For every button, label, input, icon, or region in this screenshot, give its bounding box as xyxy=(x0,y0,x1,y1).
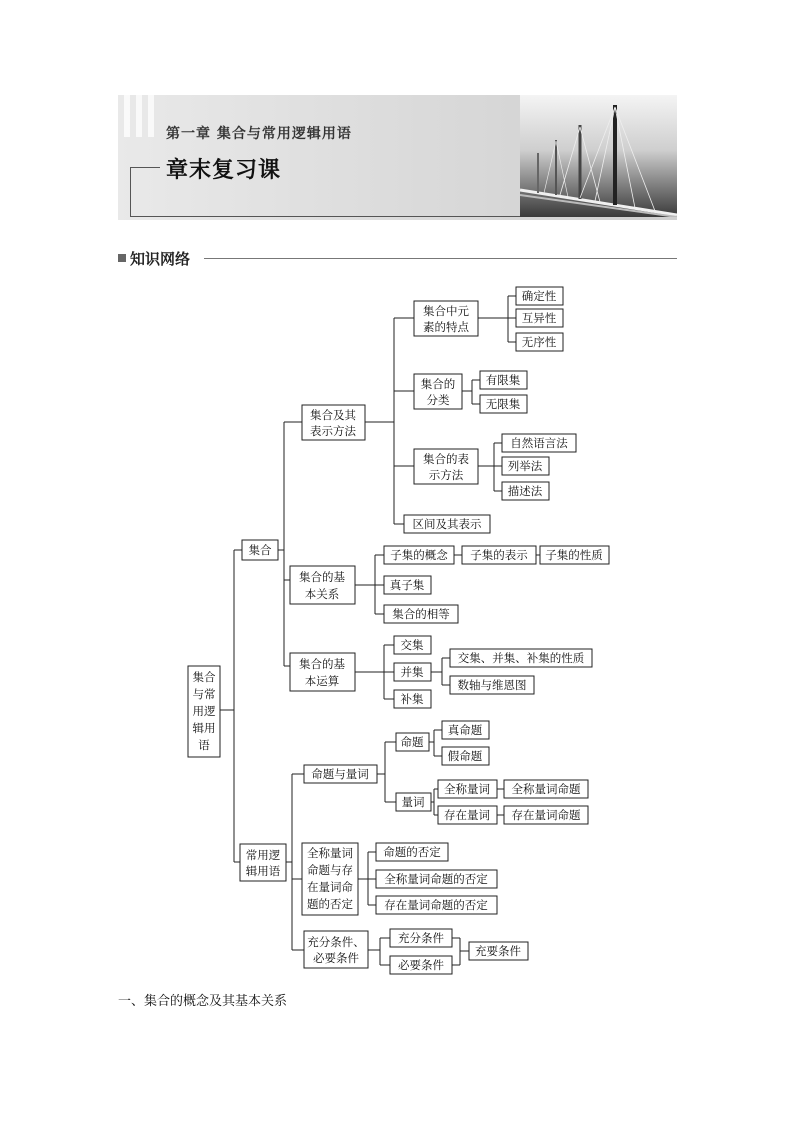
node-conditions-line-1: 充分条件、 xyxy=(307,935,365,949)
node-basic-relations xyxy=(290,566,355,604)
node-quantifier xyxy=(396,793,431,811)
node-complement-label: 补集 xyxy=(400,692,424,706)
node-sufficient-label: 充分条件 xyxy=(398,931,444,945)
node-set-repr xyxy=(302,405,365,440)
node-subset-concept-label: 子集的概念 xyxy=(390,548,448,562)
chapter-label: 第一章 集合与常用逻辑用语 xyxy=(166,126,352,142)
node-unordered xyxy=(516,333,563,351)
node-unordered-label: 无序性 xyxy=(521,335,557,349)
node-negation-line-3: 在量词命 xyxy=(307,880,353,894)
node-negation-line-4: 题的否定 xyxy=(307,897,353,911)
node-universal-negation-label: 全称量词命题的否定 xyxy=(384,872,488,886)
node-universal-prop xyxy=(504,780,588,798)
node-negation-line-2: 命题与存 xyxy=(307,863,353,877)
node-infinite xyxy=(480,395,527,413)
node-existential-negation-label: 存在量词命题的否定 xyxy=(384,898,488,912)
node-elem-features-line-1: 集合中元 xyxy=(423,304,469,318)
node-intersection-label: 交集 xyxy=(400,638,424,652)
node-basic-ops xyxy=(290,653,355,691)
node-prop-quant xyxy=(304,765,377,783)
node-natural-lang xyxy=(502,434,576,452)
node-proposition xyxy=(396,733,429,751)
node-subset-props-label: 子集的性质 xyxy=(545,548,603,562)
node-finite xyxy=(480,371,527,389)
node-subset-concept xyxy=(384,546,454,564)
node-union-label: 并集 xyxy=(400,665,424,679)
node-basic-relations-line-1: 集合的基 xyxy=(299,570,345,584)
node-prop-quant-label: 命题与量词 xyxy=(311,767,369,781)
node-intersection xyxy=(394,636,431,654)
node-sufficient xyxy=(390,929,452,947)
node-proper-subset-label: 真子集 xyxy=(389,578,425,592)
node-repr-methods-line-1: 集合的表 xyxy=(423,452,469,466)
node-set-equality xyxy=(384,605,458,623)
node-set-equality-label: 集合的相等 xyxy=(392,607,450,621)
node-repr-methods-line-2: 示方法 xyxy=(428,468,464,482)
node-sufficient-necessary xyxy=(469,942,528,960)
node-set-repr-line-2: 表示方法 xyxy=(310,424,356,438)
node-certainty-label: 确定性 xyxy=(521,289,557,303)
node-set-repr-line-1: 集合及其 xyxy=(310,408,356,422)
node-distinctness xyxy=(516,309,563,327)
node-subset-repr-label: 子集的表示 xyxy=(470,548,528,562)
node-necessary-label: 必要条件 xyxy=(398,958,444,972)
node-basic-ops-line-1: 集合的基 xyxy=(299,657,345,671)
node-necessary xyxy=(390,956,452,974)
node-existential-negation xyxy=(376,896,497,914)
node-finite-label: 有限集 xyxy=(485,373,521,387)
node-root xyxy=(188,666,220,757)
node-interval xyxy=(404,515,490,533)
node-prop-negation xyxy=(376,843,448,861)
node-existential-q-label: 存在量词 xyxy=(444,808,490,822)
node-universal-prop-label: 全称量词命题 xyxy=(511,782,581,796)
node-set-label: 集合 xyxy=(248,543,272,557)
node-complement xyxy=(394,690,431,708)
node-universal-negation xyxy=(376,870,497,888)
node-repr-methods xyxy=(414,449,478,484)
node-false-prop xyxy=(442,747,489,765)
node-logic-line-1: 常用逻 xyxy=(245,848,281,862)
node-root-line-4: 辑用 xyxy=(192,721,216,735)
node-root-line-2: 与常 xyxy=(192,687,216,701)
node-union xyxy=(394,663,431,681)
node-conditions-line-2: 必要条件 xyxy=(313,951,359,965)
node-existential-prop xyxy=(504,806,588,824)
node-ops-props xyxy=(450,649,592,667)
node-elem-features xyxy=(414,301,478,336)
node-sufficient-necessary-label: 充要条件 xyxy=(475,944,521,958)
node-universal-q-label: 全称量词 xyxy=(444,782,490,796)
node-negation-group xyxy=(302,843,358,915)
node-elem-features-line-2: 素的特点 xyxy=(423,320,469,334)
node-root-line-5: 语 xyxy=(198,738,210,752)
node-existential-q xyxy=(438,806,497,824)
node-quantifier-label: 量词 xyxy=(401,795,425,809)
node-basic-relations-line-2: 本关系 xyxy=(304,587,340,601)
node-infinite-label: 无限集 xyxy=(485,397,521,411)
node-number-line-venn xyxy=(450,676,534,694)
node-ops-props-label: 交集、并集、补集的性质 xyxy=(457,651,585,665)
node-prop-negation-label: 命题的否定 xyxy=(383,845,441,859)
node-classification xyxy=(414,374,462,409)
node-existential-prop-label: 存在量词命题 xyxy=(511,808,581,822)
node-negation-line-1: 全称量词 xyxy=(307,846,353,860)
node-number-line-venn-label: 数轴与维恩图 xyxy=(457,678,527,692)
node-proposition-label: 命题 xyxy=(400,735,424,749)
node-logic xyxy=(240,844,286,881)
node-natural-lang-label: 自然语言法 xyxy=(510,436,568,450)
node-classification-line-2: 分类 xyxy=(426,393,450,407)
node-certainty xyxy=(516,287,563,305)
node-false-prop-label: 假命题 xyxy=(447,749,483,763)
node-universal-q xyxy=(438,780,497,798)
subsection-heading: 一、集合的概念及其基本关系 xyxy=(118,994,288,1009)
section-title: 知识网络 xyxy=(130,250,191,268)
node-classification-line-1: 集合的 xyxy=(420,377,456,391)
node-root-line-3: 用逻 xyxy=(192,704,216,718)
node-subset-repr xyxy=(462,546,536,564)
node-logic-line-2: 辑用语 xyxy=(245,864,281,878)
node-distinctness-label: 互异性 xyxy=(521,311,557,325)
node-subset-props xyxy=(540,546,609,564)
node-interval-label: 区间及其表示 xyxy=(412,517,482,531)
node-conditions xyxy=(304,931,368,968)
node-basic-ops-line-2: 本运算 xyxy=(304,674,340,688)
node-description-label: 描述法 xyxy=(507,484,543,498)
node-set xyxy=(242,540,278,560)
node-root-line-1: 集合 xyxy=(192,670,216,684)
node-listing-label: 列举法 xyxy=(507,459,543,473)
node-true-prop-label: 真命题 xyxy=(447,723,483,737)
node-true-prop xyxy=(442,721,489,739)
node-description xyxy=(502,482,549,500)
page-title: 章末复习课 xyxy=(166,158,282,183)
node-proper-subset xyxy=(384,576,431,594)
node-listing xyxy=(502,457,549,475)
